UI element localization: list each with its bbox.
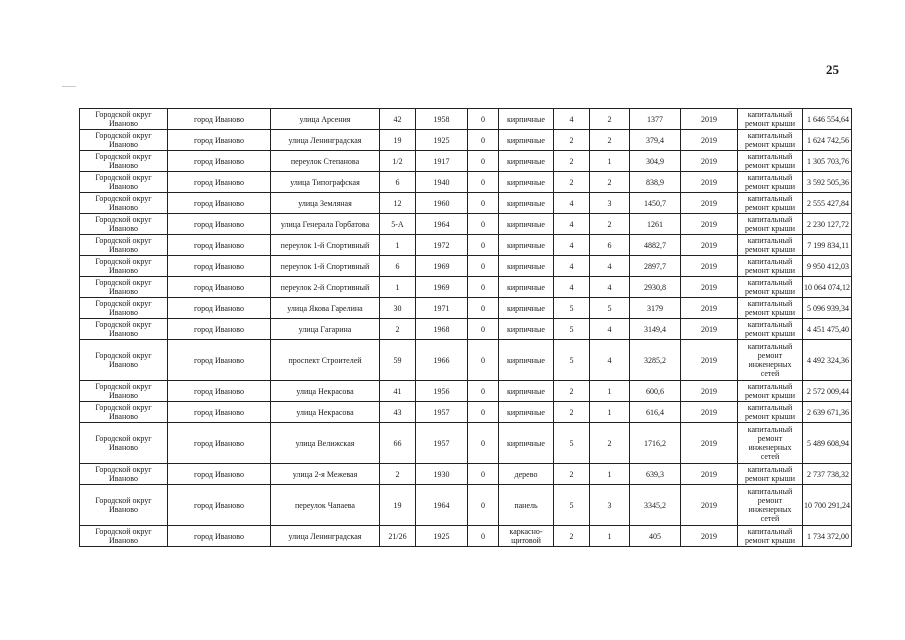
cell-house-number: 5-А xyxy=(380,214,416,235)
cell-city: город Иваново xyxy=(168,402,271,423)
cell-city: город Иваново xyxy=(168,256,271,277)
cell-okrug: Городской округ Иваново xyxy=(80,214,168,235)
cell-house-number: 43 xyxy=(380,402,416,423)
cell-area: 2897,7 xyxy=(630,256,681,277)
cell-area: 3179 xyxy=(630,298,681,319)
cell-entrances: 1 xyxy=(590,526,630,547)
cell-cost: 2 230 127,72 xyxy=(803,214,852,235)
cell-year-built: 1960 xyxy=(416,193,468,214)
cell-house-number: 41 xyxy=(380,381,416,402)
cell-entrances: 2 xyxy=(590,130,630,151)
cell-year-built: 1964 xyxy=(416,485,468,526)
cell-plan-year: 2019 xyxy=(681,277,738,298)
cell-house-number: 30 xyxy=(380,298,416,319)
cell-street: переулок 2-й Спортивный xyxy=(271,277,380,298)
cell-area: 1450,7 xyxy=(630,193,681,214)
cell-entrances: 2 xyxy=(590,172,630,193)
table-row xyxy=(80,172,852,193)
repair-registry-table xyxy=(79,108,852,547)
cell-floors: 2 xyxy=(554,526,590,547)
cell-area: 3345,2 xyxy=(630,485,681,526)
cell-okrug: Городской округ Иваново xyxy=(80,151,168,172)
cell-zero-value: 0 xyxy=(468,256,499,277)
cell-year-built: 1940 xyxy=(416,172,468,193)
cell-city: город Иваново xyxy=(168,277,271,298)
cell-house-number: 42 xyxy=(380,109,416,130)
cell-zero-value: 0 xyxy=(468,319,499,340)
cell-year-built: 1968 xyxy=(416,319,468,340)
cell-cost: 1 646 554,64 xyxy=(803,109,852,130)
cell-okrug: Городской округ Иваново xyxy=(80,423,168,464)
cell-house-number: 19 xyxy=(380,130,416,151)
cell-floors: 4 xyxy=(554,193,590,214)
cell-work-type: капитальный ремонт инженерных сетей xyxy=(738,423,803,464)
cell-entrances: 4 xyxy=(590,256,630,277)
cell-year-built: 1971 xyxy=(416,298,468,319)
cell-cost: 7 199 834,11 xyxy=(803,235,852,256)
cell-wall-material: кирпичные xyxy=(499,151,554,172)
table-row xyxy=(80,214,852,235)
cell-wall-material: кирпичные xyxy=(499,193,554,214)
cell-year-built: 1956 xyxy=(416,381,468,402)
cell-street: улица Земляная xyxy=(271,193,380,214)
cell-zero-value: 0 xyxy=(468,485,499,526)
cell-city: город Иваново xyxy=(168,130,271,151)
cell-floors: 2 xyxy=(554,172,590,193)
cell-cost: 1 305 703,76 xyxy=(803,151,852,172)
cell-plan-year: 2019 xyxy=(681,464,738,485)
cell-entrances: 1 xyxy=(590,381,630,402)
cell-year-built: 1964 xyxy=(416,214,468,235)
cell-okrug: Городской округ Иваново xyxy=(80,277,168,298)
cell-plan-year: 2019 xyxy=(681,298,738,319)
cell-cost: 5 096 939,34 xyxy=(803,298,852,319)
cell-work-type: капитальный ремонт крыши xyxy=(738,402,803,423)
cell-okrug: Городской округ Иваново xyxy=(80,340,168,381)
cell-area: 616,4 xyxy=(630,402,681,423)
cell-city: город Иваново xyxy=(168,340,271,381)
cell-street: улица Якова Гарелина xyxy=(271,298,380,319)
cell-entrances: 1 xyxy=(590,464,630,485)
cell-zero-value: 0 xyxy=(468,277,499,298)
cell-area: 405 xyxy=(630,526,681,547)
cell-year-built: 1957 xyxy=(416,423,468,464)
cell-entrances: 3 xyxy=(590,193,630,214)
cell-entrances: 2 xyxy=(590,423,630,464)
table-row xyxy=(80,151,852,172)
cell-area: 379,4 xyxy=(630,130,681,151)
cell-area: 1377 xyxy=(630,109,681,130)
cell-work-type: капитальный ремонт крыши xyxy=(738,381,803,402)
cell-street: переулок Степанова xyxy=(271,151,380,172)
cell-year-built: 1957 xyxy=(416,402,468,423)
table-row xyxy=(80,193,852,214)
cell-cost: 2 639 671,36 xyxy=(803,402,852,423)
cell-plan-year: 2019 xyxy=(681,193,738,214)
cell-cost: 4 492 324,36 xyxy=(803,340,852,381)
cell-work-type: капитальный ремонт крыши xyxy=(738,235,803,256)
cell-wall-material: кирпичные xyxy=(499,402,554,423)
cell-area: 2930,8 xyxy=(630,277,681,298)
cell-street: улица Ленинградская xyxy=(271,130,380,151)
cell-city: город Иваново xyxy=(168,109,271,130)
cell-street: переулок 1-й Спортивный xyxy=(271,235,380,256)
cell-city: город Иваново xyxy=(168,214,271,235)
cell-street: улица Генерала Горбатова xyxy=(271,214,380,235)
table-row xyxy=(80,485,852,526)
table-row xyxy=(80,526,852,547)
cell-cost: 10 700 291,24 xyxy=(803,485,852,526)
cell-street: улица Ленинградская xyxy=(271,526,380,547)
cell-cost: 2 555 427,84 xyxy=(803,193,852,214)
cell-zero-value: 0 xyxy=(468,214,499,235)
cell-floors: 2 xyxy=(554,464,590,485)
cell-city: город Иваново xyxy=(168,423,271,464)
cell-area: 639,3 xyxy=(630,464,681,485)
cell-cost: 2 572 009,44 xyxy=(803,381,852,402)
cell-zero-value: 0 xyxy=(468,423,499,464)
cell-floors: 5 xyxy=(554,423,590,464)
cell-zero-value: 0 xyxy=(468,298,499,319)
cell-floors: 4 xyxy=(554,214,590,235)
cell-plan-year: 2019 xyxy=(681,319,738,340)
cell-plan-year: 2019 xyxy=(681,172,738,193)
cell-entrances: 4 xyxy=(590,319,630,340)
cell-floors: 5 xyxy=(554,298,590,319)
cell-work-type: капитальный ремонт крыши xyxy=(738,298,803,319)
cell-house-number: 2 xyxy=(380,319,416,340)
cell-work-type: капитальный ремонт крыши xyxy=(738,319,803,340)
cell-floors: 4 xyxy=(554,109,590,130)
cell-entrances: 2 xyxy=(590,109,630,130)
registry-body xyxy=(80,109,852,547)
cell-entrances: 4 xyxy=(590,277,630,298)
cell-zero-value: 0 xyxy=(468,526,499,547)
cell-floors: 2 xyxy=(554,130,590,151)
cell-work-type: капитальный ремонт крыши xyxy=(738,464,803,485)
cell-cost: 3 592 505,36 xyxy=(803,172,852,193)
cell-area: 4882,7 xyxy=(630,235,681,256)
cell-wall-material: кирпичные xyxy=(499,319,554,340)
cell-okrug: Городской округ Иваново xyxy=(80,402,168,423)
cell-year-built: 1925 xyxy=(416,526,468,547)
table-row xyxy=(80,256,852,277)
cell-okrug: Городской округ Иваново xyxy=(80,193,168,214)
cell-house-number: 1 xyxy=(380,235,416,256)
cell-okrug: Городской округ Иваново xyxy=(80,109,168,130)
cell-work-type: капитальный ремонт крыши xyxy=(738,214,803,235)
cell-entrances: 3 xyxy=(590,485,630,526)
cell-wall-material: кирпичные xyxy=(499,235,554,256)
cell-plan-year: 2019 xyxy=(681,423,738,464)
cell-cost: 1 734 372,00 xyxy=(803,526,852,547)
cell-year-built: 1930 xyxy=(416,464,468,485)
cell-street: улица Типографская xyxy=(271,172,380,193)
cell-okrug: Городской округ Иваново xyxy=(80,256,168,277)
cell-zero-value: 0 xyxy=(468,340,499,381)
cell-okrug: Городской округ Иваново xyxy=(80,526,168,547)
cell-entrances: 2 xyxy=(590,214,630,235)
cell-entrances: 6 xyxy=(590,235,630,256)
cell-plan-year: 2019 xyxy=(681,340,738,381)
cell-floors: 5 xyxy=(554,485,590,526)
cell-plan-year: 2019 xyxy=(681,151,738,172)
cell-wall-material: кирпичные xyxy=(499,172,554,193)
cell-cost: 5 489 608,94 xyxy=(803,423,852,464)
cell-zero-value: 0 xyxy=(468,381,499,402)
table-row xyxy=(80,402,852,423)
cell-city: город Иваново xyxy=(168,172,271,193)
table-row xyxy=(80,340,852,381)
cell-city: город Иваново xyxy=(168,464,271,485)
cell-street: улица 2-я Межевая xyxy=(271,464,380,485)
cell-house-number: 21/26 xyxy=(380,526,416,547)
cell-work-type: капитальный ремонт инженерных сетей xyxy=(738,485,803,526)
cell-house-number: 2 xyxy=(380,464,416,485)
cell-year-built: 1969 xyxy=(416,277,468,298)
cell-work-type: капитальный ремонт крыши xyxy=(738,172,803,193)
cell-okrug: Городской округ Иваново xyxy=(80,381,168,402)
table-row xyxy=(80,277,852,298)
cell-city: город Иваново xyxy=(168,485,271,526)
cell-house-number: 59 xyxy=(380,340,416,381)
cell-year-built: 1958 xyxy=(416,109,468,130)
cell-wall-material: кирпичные xyxy=(499,256,554,277)
cell-city: город Иваново xyxy=(168,526,271,547)
cell-plan-year: 2019 xyxy=(681,235,738,256)
cell-floors: 2 xyxy=(554,381,590,402)
cell-street: переулок Чапаева xyxy=(271,485,380,526)
cell-area: 3149,4 xyxy=(630,319,681,340)
cell-area: 838,9 xyxy=(630,172,681,193)
cell-okrug: Городской округ Иваново xyxy=(80,319,168,340)
page-number: 25 xyxy=(826,62,839,77)
cell-plan-year: 2019 xyxy=(681,256,738,277)
cell-plan-year: 2019 xyxy=(681,381,738,402)
cell-street: улица Некрасова xyxy=(271,402,380,423)
cell-work-type: капитальный ремонт инженерных сетей xyxy=(738,340,803,381)
cell-cost: 10 064 074,12 xyxy=(803,277,852,298)
cell-area: 600,6 xyxy=(630,381,681,402)
cell-city: город Иваново xyxy=(168,151,271,172)
cell-entrances: 4 xyxy=(590,340,630,381)
cell-area: 1261 xyxy=(630,214,681,235)
scan-mark xyxy=(62,86,76,87)
cell-year-built: 1972 xyxy=(416,235,468,256)
cell-wall-material: каркасно-щитовой xyxy=(499,526,554,547)
cell-city: город Иваново xyxy=(168,298,271,319)
cell-city: город Иваново xyxy=(168,381,271,402)
cell-house-number: 6 xyxy=(380,172,416,193)
cell-entrances: 1 xyxy=(590,151,630,172)
cell-floors: 4 xyxy=(554,235,590,256)
cell-cost: 1 624 742,56 xyxy=(803,130,852,151)
cell-okrug: Городской округ Иваново xyxy=(80,172,168,193)
cell-plan-year: 2019 xyxy=(681,109,738,130)
cell-floors: 4 xyxy=(554,277,590,298)
cell-okrug: Городской округ Иваново xyxy=(80,235,168,256)
cell-floors: 2 xyxy=(554,402,590,423)
table-row xyxy=(80,235,852,256)
cell-okrug: Городской округ Иваново xyxy=(80,485,168,526)
cell-year-built: 1925 xyxy=(416,130,468,151)
cell-wall-material: кирпичные xyxy=(499,381,554,402)
table-row xyxy=(80,423,852,464)
cell-work-type: капитальный ремонт крыши xyxy=(738,256,803,277)
table-row xyxy=(80,464,852,485)
cell-street: проспект Строителей xyxy=(271,340,380,381)
cell-city: город Иваново xyxy=(168,319,271,340)
cell-area: 3285,2 xyxy=(630,340,681,381)
cell-street: улица Велижская xyxy=(271,423,380,464)
cell-work-type: капитальный ремонт крыши xyxy=(738,193,803,214)
cell-floors: 2 xyxy=(554,151,590,172)
cell-zero-value: 0 xyxy=(468,193,499,214)
cell-year-built: 1966 xyxy=(416,340,468,381)
cell-street: улица Арсения xyxy=(271,109,380,130)
cell-plan-year: 2019 xyxy=(681,130,738,151)
cell-wall-material: кирпичные xyxy=(499,277,554,298)
cell-street: улица Некрасова xyxy=(271,381,380,402)
cell-street: переулок 1-й Спортивный xyxy=(271,256,380,277)
cell-zero-value: 0 xyxy=(468,109,499,130)
cell-wall-material: кирпичные xyxy=(499,298,554,319)
cell-house-number: 66 xyxy=(380,423,416,464)
cell-wall-material: панель xyxy=(499,485,554,526)
cell-zero-value: 0 xyxy=(468,402,499,423)
cell-work-type: капитальный ремонт крыши xyxy=(738,277,803,298)
cell-area: 1716,2 xyxy=(630,423,681,464)
cell-work-type: капитальный ремонт крыши xyxy=(738,109,803,130)
cell-work-type: капитальный ремонт крыши xyxy=(738,151,803,172)
cell-entrances: 1 xyxy=(590,402,630,423)
cell-city: город Иваново xyxy=(168,193,271,214)
cell-okrug: Городской округ Иваново xyxy=(80,130,168,151)
cell-house-number: 1 xyxy=(380,277,416,298)
cell-wall-material: кирпичные xyxy=(499,109,554,130)
table-row xyxy=(80,298,852,319)
cell-house-number: 6 xyxy=(380,256,416,277)
cell-zero-value: 0 xyxy=(468,464,499,485)
cell-house-number: 12 xyxy=(380,193,416,214)
cell-zero-value: 0 xyxy=(468,130,499,151)
cell-house-number: 19 xyxy=(380,485,416,526)
cell-house-number: 1/2 xyxy=(380,151,416,172)
cell-floors: 4 xyxy=(554,256,590,277)
cell-street: улица Гагарина xyxy=(271,319,380,340)
cell-wall-material: кирпичные xyxy=(499,214,554,235)
cell-plan-year: 2019 xyxy=(681,485,738,526)
cell-city: город Иваново xyxy=(168,235,271,256)
cell-cost: 2 737 738,32 xyxy=(803,464,852,485)
cell-floors: 5 xyxy=(554,340,590,381)
cell-wall-material: кирпичные xyxy=(499,340,554,381)
cell-plan-year: 2019 xyxy=(681,526,738,547)
cell-year-built: 1969 xyxy=(416,256,468,277)
cell-okrug: Городской округ Иваново xyxy=(80,298,168,319)
table-row xyxy=(80,130,852,151)
cell-plan-year: 2019 xyxy=(681,214,738,235)
cell-cost: 9 950 412,03 xyxy=(803,256,852,277)
cell-entrances: 5 xyxy=(590,298,630,319)
cell-zero-value: 0 xyxy=(468,235,499,256)
cell-area: 304,9 xyxy=(630,151,681,172)
cell-wall-material: дерево xyxy=(499,464,554,485)
cell-work-type: капитальный ремонт крыши xyxy=(738,130,803,151)
cell-wall-material: кирпичные xyxy=(499,423,554,464)
cell-plan-year: 2019 xyxy=(681,402,738,423)
cell-wall-material: кирпичные xyxy=(499,130,554,151)
cell-floors: 5 xyxy=(554,319,590,340)
cell-zero-value: 0 xyxy=(468,172,499,193)
cell-zero-value: 0 xyxy=(468,151,499,172)
table-row xyxy=(80,381,852,402)
table-row xyxy=(80,319,852,340)
cell-cost: 4 451 475,40 xyxy=(803,319,852,340)
cell-work-type: капитальный ремонт крыши xyxy=(738,526,803,547)
cell-year-built: 1917 xyxy=(416,151,468,172)
cell-okrug: Городской округ Иваново xyxy=(80,464,168,485)
table-row xyxy=(80,109,852,130)
